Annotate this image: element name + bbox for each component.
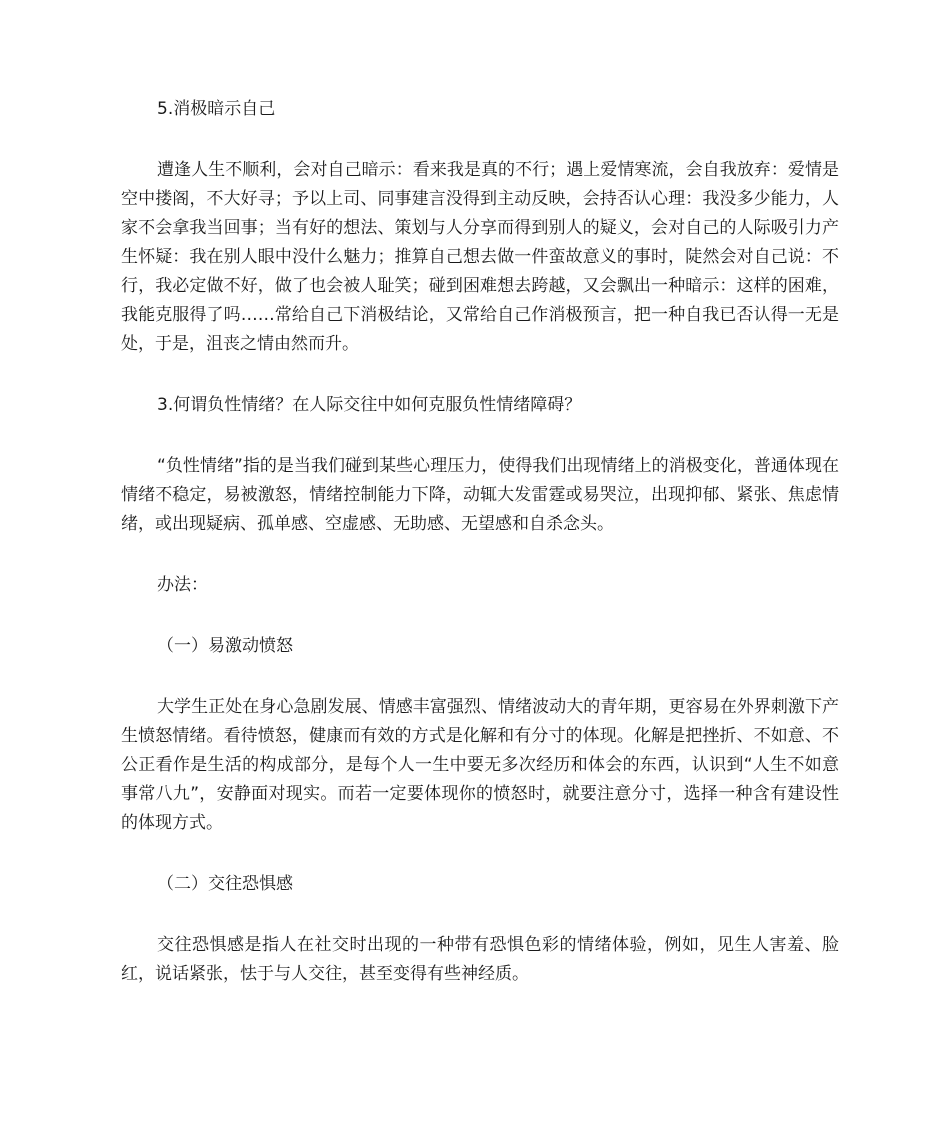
paragraph-social-fear: 交往恐惧感是指人在社交时出现的一种带有恐惧色彩的情绪体验，例如，见生人害羞、脸红，说话紧张，怯于与人交往，甚至变得有些神经质。: [121, 935, 839, 984]
document-page: [121, 95, 839, 989]
subheading-anger: （一）易激动愤怒: [157, 636, 293, 656]
paragraph-negative-suggestion: 遭逢人生不顺利，会对自己暗示：看来我是真的不行；遇上爱情寒流，会自我放弃：爱情是空中搂阁，不大好寻；予以上司、同事建言没得到主动反映，会持否认心理：我没多少能力，人家不会拿我当回事；当有好的想法、策划与人分享而得到别人的疑义，会对自己的人际吸引力产生怀疑：我在别人眼中没什么魅力；推算自己想去做一件蛮故意义的事时，陡然会对自己说：不行，我必定做不好，做了也会被人耻笑；碰到困难想去跨越，又会飘出一种暗示：这样的困难，我能克服得了吗……常给自己下消极结论，又常给自己作消极预言，把一种自我已否认得一无是处，于是，沮丧之情由然而升。: [121, 160, 839, 354]
methods-heading: 办法：: [157, 575, 208, 595]
paragraph-anger: 大学生正处在身心急剧发展、情感丰富强烈、情绪波动大的青年期，更容易在外界刺激下产生愤怒情绪。看待愤怒，健康而有效的方式是化解和有分寸的体现。化解是把挫折、不如意、不公正看作是生活的构成部分，是每个人一生中要无多次经历和体会的东西，认识到“人生不如意事常八九”，安静面对现实。而若一定要体现你的愤怒时，就要注意分寸，选择一种含有建设性的体现方式。: [121, 697, 839, 833]
subheading-social-fear: （二）交往恐惧感: [157, 874, 293, 894]
section-heading-5: 5.消极暗示自己: [157, 99, 276, 119]
paragraph-negative-emotion-definition: “负性情绪”指的是当我们碰到某些心理压力，使得我们出现情绪上的消极变化，普通体现在情绪不稳定，易被激怒，情绪控制能力下降，动辄大发雷霆或易哭泣，出现抑郁、紧张、焦虑情绪，或出现疑病、孤单感、空虚感、无助感、无望感和自杀念头。: [121, 456, 839, 534]
question-heading-3: 3.何谓负性情绪？在人际交往中如何克服负性情绪障碍？: [157, 395, 582, 415]
